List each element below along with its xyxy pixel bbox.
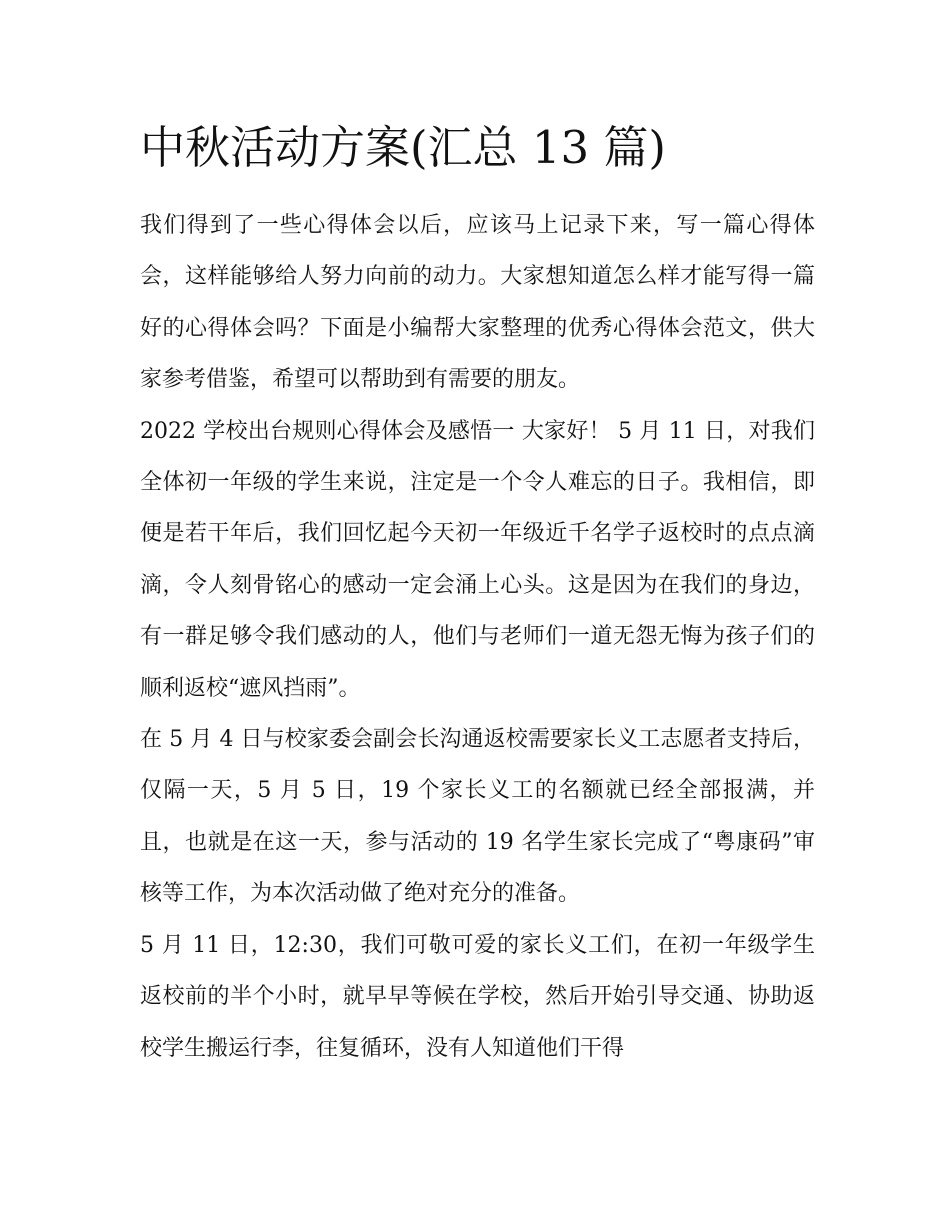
intro-paragraph: 我们得到了一些心得体会以后，应该马上记录下来，写一篇心得体会，这样能够给人努力向前的动力。大家想知道怎么样才能写得一篇好的心得体会吗？下面是小编帮大家整理的优秀心得体会范文，供大家参考借鉴，希望可以帮助到有需要的朋友。 bbox=[140, 213, 815, 393]
document-title: 中秋活动方案(汇总 13 篇) bbox=[140, 121, 666, 174]
document-body bbox=[140, 200, 815, 1074]
body-paragraph-2: 在 5 月 4 日与校家委会副会长沟通返校需要家长义工志愿者支持后，仅隔一天，5 月 5 日，19 个家长义工的名额就已经全部报满，并且，也就是在这一天，参与活动的 19 名学生家长完成了“粤康码”审核等工作，为本次活动做了绝对充分的准备。 bbox=[140, 727, 815, 907]
body-paragraph-3: 5 月 11 日，12:30，我们可敬可爱的家长义工们，在初一年级学生返校前的半个小时，就早早等候在学校，然后开始引导交通、协助返校学生搬运行李，往复循环，没有人知道他们干得 bbox=[140, 932, 815, 1061]
body-paragraph-1: 2022 学校出台规则心得体会及感悟一 大家好！ 5 月 11 日，对我们全体初一年级的学生来说，注定是一个令人难忘的日子。我相信，即便是若干年后，我们回忆起今天初一年级近千名学子返校时的点点滴滴，令人刻骨铭心的感动一定会涌上心头。这是因为在我们的身边，有一群足够令我们感动的人，他们与老师们一道无怨无悔为孩子们的顺利返校“遮风挡雨”。 bbox=[140, 418, 815, 701]
